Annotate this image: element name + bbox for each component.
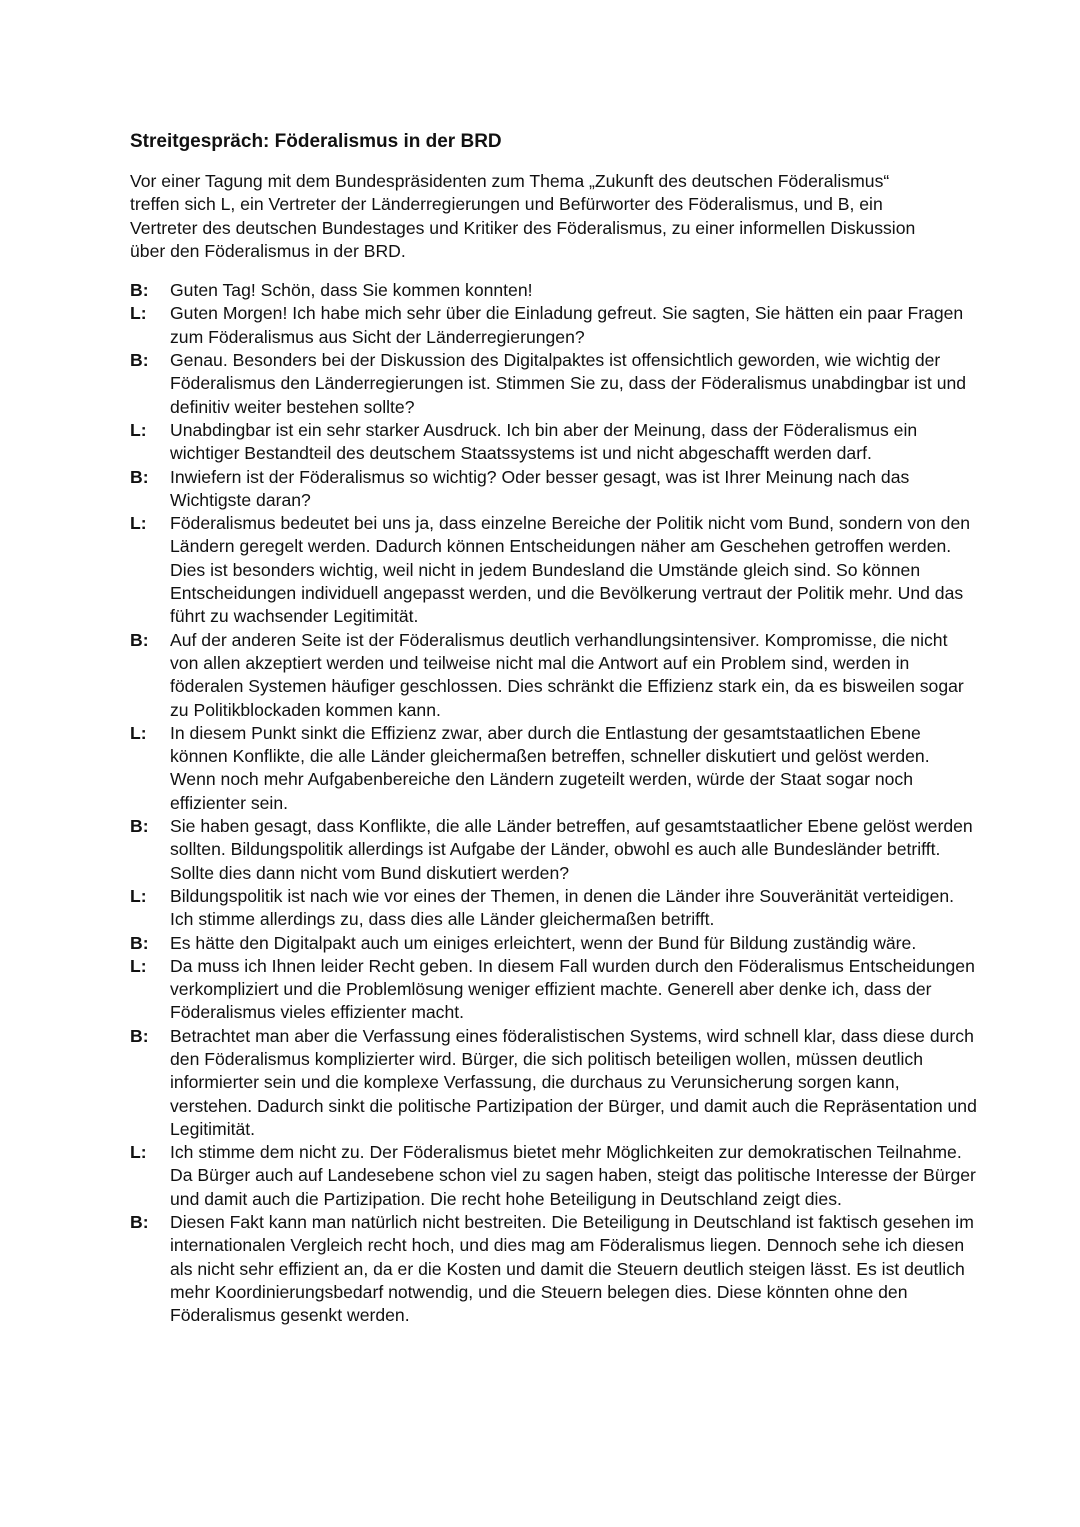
turn-text: Guten Morgen! Ich habe mich sehr über die Einladung gefreut. Sie sagten, Sie hätten ein paar Fragen zum Föderalismus aus Sicht der Länderregierungen? xyxy=(170,303,964,347)
dialogue-turn xyxy=(130,279,980,302)
turn-text: Da muss ich Ihnen leider Recht geben. In diesem Fall wurden durch den Föderalismus Entscheidungen verkompliziert und die Problemlösung weniger effizient machte. Generell aber denke ich, dass der Föderalismus vieles effizienter macht. xyxy=(170,955,975,1023)
dialogue-turn xyxy=(130,1141,980,1211)
dialogue-turn xyxy=(130,349,980,419)
speaker-label: B: xyxy=(130,1212,149,1233)
speaker-label: L: xyxy=(130,722,147,743)
turn-text: In diesem Punkt sinkt die Effizienz zwar, aber durch die Entlastung der gesamtstaatlichen Ebene können Konflikte, die alle Länder gleichermaßen betreffen, schneller diskutiert und gelöst werden. Wenn noch mehr Aufgabenbereiche den Ländern zugeteilt werden, würde der Staat sogar noch effizienter sein. xyxy=(170,722,930,813)
speaker-label: B: xyxy=(130,816,149,837)
speaker-label: L: xyxy=(130,419,147,440)
speaker-label: L: xyxy=(130,955,147,976)
speaker-label: B: xyxy=(130,629,149,650)
speaker-label: L: xyxy=(130,303,147,324)
dialogue-turn xyxy=(130,512,980,628)
turn-text: Inwiefern ist der Föderalismus so wichtig? Oder besser gesagt, was ist Ihrer Meinung nach das Wichtigste daran? xyxy=(170,466,910,510)
dialogue-turn xyxy=(130,302,980,349)
dialogue-turn xyxy=(130,885,980,932)
dialogue-turn xyxy=(130,1211,980,1327)
dialogue-turn xyxy=(130,815,980,885)
dialogue-turn xyxy=(130,466,980,513)
document-title: Streitgespräch: Föderalismus in der BRD xyxy=(130,131,502,152)
speaker-label: L: xyxy=(130,885,147,906)
turn-text: Sie haben gesagt, dass Konflikte, die alle Länder betreffen, auf gesamtstaatlicher Ebene gelöst werden sollten. Bildungspolitik allerdings ist Aufgabe der Länder, obwohl es auch alle Bundesländer betrifft. Sollte dies dann nicht vom Bund diskutiert werden? xyxy=(170,816,973,883)
speaker-label: L: xyxy=(130,1142,147,1163)
dialogue-turn xyxy=(130,1025,980,1141)
document-page xyxy=(130,128,980,1328)
speaker-label: B: xyxy=(130,280,149,301)
turn-text: Guten Tag! Schön, dass Sie kommen konnten! xyxy=(170,280,533,301)
turn-text: Unabdingbar ist ein sehr starker Ausdruck. Ich bin aber der Meinung, dass der Föderalismus ein wichtiger Bestandteil des deutschem Staatssystems ist und nicht abgeschafft werden darf. xyxy=(170,419,918,464)
dialogue-list xyxy=(130,279,980,1327)
speaker-label: B: xyxy=(130,350,149,371)
speaker-label: B: xyxy=(130,932,149,953)
turn-text: Genau. Besonders bei der Diskussion des Digitalpaktes ist offensichtlich geworden, wie wichtig der Föderalismus den Länderregierungen ist. Stimmen Sie zu, dass der Föderalismus unabdingbar ist und definitiv weiter bestehen sollte? xyxy=(170,350,967,417)
dialogue-turn xyxy=(130,955,980,1025)
turn-text: Es hätte den Digitalpakt auch um einiges erleichtert, wenn der Bund für Bildung zuständig wäre. xyxy=(170,932,917,953)
turn-text: Auf der anderen Seite ist der Föderalismus deutlich verhandlungsintensiver. Kompromisse, die nicht von allen akzeptiert werden und teilweise nicht mal die Antwort auf ein Problem sind, werden in föderalen Systemen häufiger geschlossen. Dies schränkt die Effizienz stark ein, da es bisweilen sogar zu Politikblockaden kommen kann. xyxy=(170,629,964,720)
dialogue-turn xyxy=(130,629,980,722)
speaker-label: B: xyxy=(130,466,149,487)
turn-text: Bildungspolitik ist nach wie vor eines der Themen, in denen die Länder ihre Souveränität verteidigen. Ich stimme allerdings zu, dass dies alle Länder gleichermaßen betrifft. xyxy=(170,885,955,930)
turn-text: Diesen Fakt kann man natürlich nicht bestreiten. Die Beteiligung in Deutschland ist faktisch gesehen im internationalen Vergleich recht hoch, und dies mag am Föderalismus liegen. Dennoch sehe ich diesen als nicht sehr effizient an, da er die Kosten und damit die Steuern deutlich steigen lässt. Es ist deutlich mehr Koordinierungsbedarf notwendig, und die Steuern belegen dies. Diese könnten ohne den Föderalismus gesenkt werden. xyxy=(170,1212,974,1326)
intro-paragraph: Vor einer Tagung mit dem Bundespräsidenten zum Thema „Zukunft des deutschen Föderalismus“ treffen sich L, ein Vertreter der Länderregierungen und Befürworter des Föderalismus, und B, ein Vertreter des deutschen Bundestages und Kritiker des Föderalismus, zu einer informellen Diskussion über den Föderalismus in der BRD. xyxy=(130,171,916,261)
speaker-label: B: xyxy=(130,1025,149,1046)
dialogue-turn xyxy=(130,722,980,815)
speaker-label: L: xyxy=(130,513,147,534)
turn-text: Ich stimme dem nicht zu. Der Föderalismus bietet mehr Möglichkeiten zur demokratischen Teilnahme. Da Bürger auch auf Landesebene schon viel zu sagen haben, steigt das politische Interesse der Bürger und damit auch die Partizipation. Die recht hohe Beteiligung in Deutschland zeigt dies. xyxy=(170,1142,976,1209)
dialogue-turn xyxy=(130,932,980,955)
turn-text: Föderalismus bedeutet bei uns ja, dass einzelne Bereiche der Politik nicht vom Bund, sondern von den Ländern geregelt werden. Dadurch können Entscheidungen näher am Geschehen getroffen werden. Dies ist besonders wichtig, weil nicht in jedem Bundesland die Umstände gleich sind. So können Entscheidungen individuell angepasst werden, und die Bevölkerung vertraut der Politik mehr. Und das führt zu wachsender Legitimität. xyxy=(170,513,971,627)
dialogue-turn xyxy=(130,419,980,466)
turn-text: Betrachtet man aber die Verfassung eines föderalistischen Systems, wird schnell klar, dass diese durch den Föderalismus komplizierter wird. Bürger, die sich politisch beteiligen wollen, müssen deutlich informierter sein und die komplexe Verfassung, die durchaus zu Verunsicherung sorgen kann, verstehen. Dadurch sinkt die politische Partizipation der Bürger, und damit auch die Repräsentation und Legitimität. xyxy=(170,1025,977,1139)
